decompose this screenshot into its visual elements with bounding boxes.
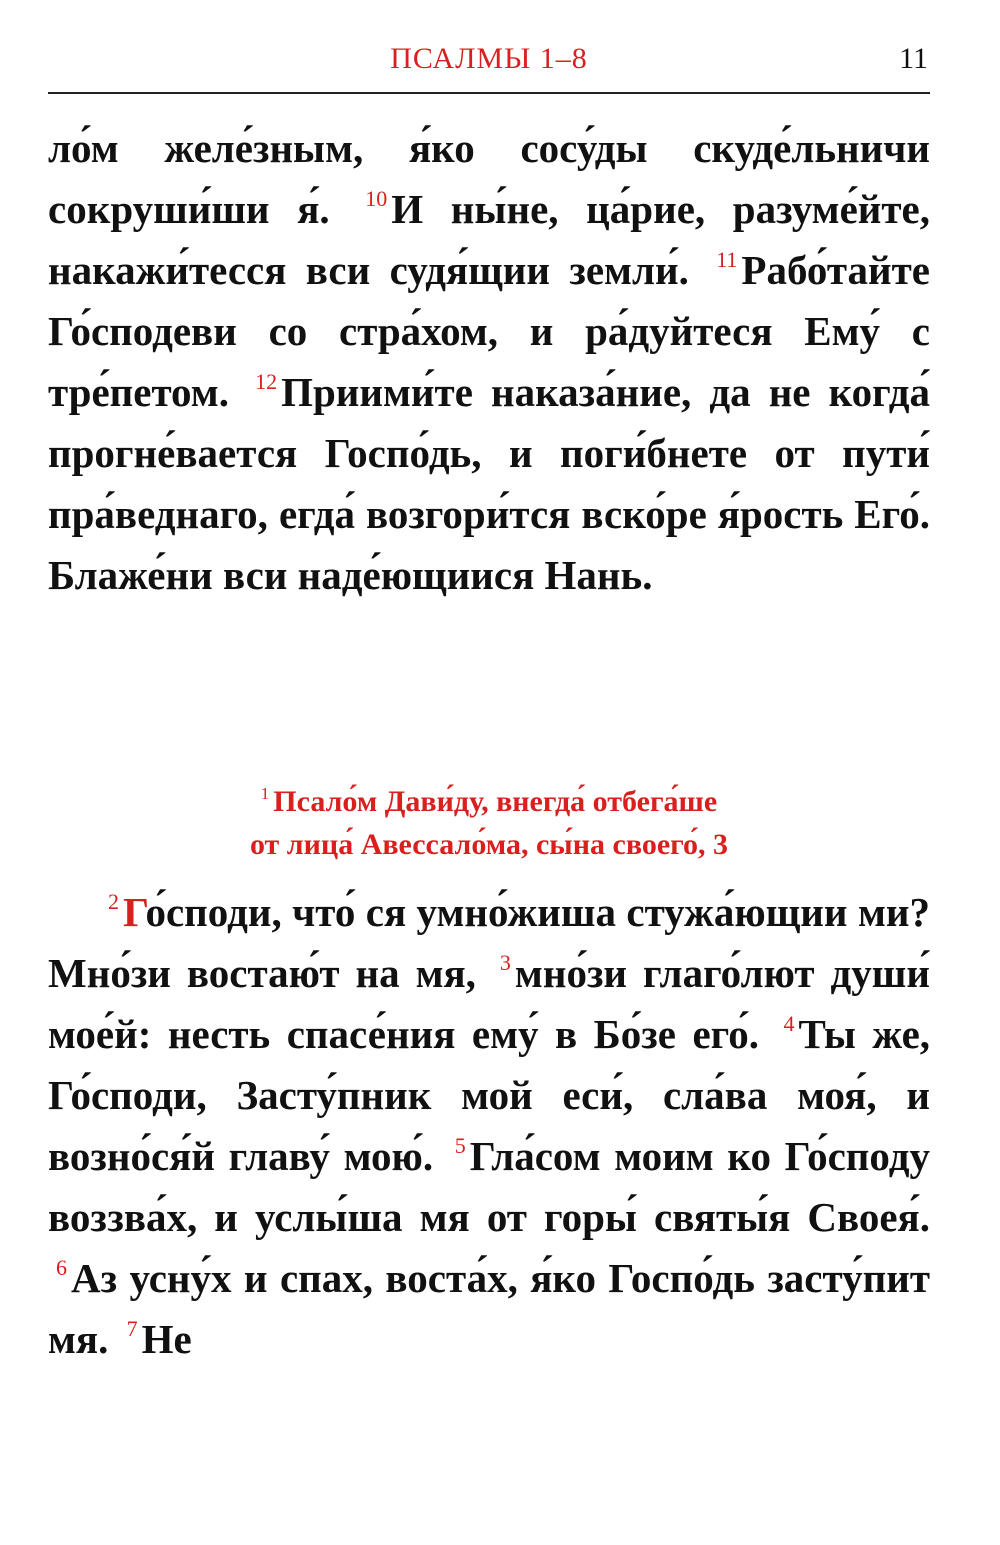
verse-number: 10: [365, 186, 388, 211]
verse-4: Ты же, Го́споди, Засту́пник мой еси́, сла́ва моя́, и возно́ся́й главу́ мою́.: [48, 1011, 931, 1179]
page-number: 11: [899, 42, 928, 75]
psalm-2-continuation: [48, 118, 930, 606]
verse-7-start: Не: [141, 1316, 192, 1362]
running-title: ПСАЛМЫ 1–8: [390, 42, 588, 75]
verse-6: Аз усну́х и спах, воста́х, я́ко Госпо́дь засту́пит мя.: [48, 1255, 930, 1362]
verse-number: 6: [56, 1255, 67, 1280]
heading-verse-number: 1: [260, 784, 270, 803]
drop-capital: Г: [123, 889, 146, 935]
verse-number: 5: [454, 1133, 466, 1158]
verse-3: мно́зи глаго́лют души́ мое́й: несть спасе́ния ему́ в Бо́зе его́.: [48, 950, 930, 1057]
verse-number: 2: [108, 889, 119, 914]
psalm-3-heading: [48, 780, 930, 866]
psalm-3-text: [48, 882, 930, 1370]
verse-number: 4: [783, 1011, 795, 1036]
verse-number: 11: [716, 247, 738, 272]
verse-10: И ны́не, ца́рие, разуме́йте, накажи́тесся вси судя́щии земли́.: [48, 186, 930, 293]
verse-2: о́споди, что́ ся умно́жиша стужа́ющии ми? Мно́зи востаю́т на мя,: [48, 889, 930, 996]
heading-line-2: от лица́ Авессало́ма, сы́на своего́, 3: [249, 828, 729, 861]
verse-9-end: ло́м желе́зным, я́ко сосу́ды скуде́льничи сокруши́ши я́.: [48, 125, 930, 232]
verse-11: Рабо́тайте Го́сподеви со стра́хом, и ра́дуйтеся Ему́ с тре́петом.: [48, 247, 930, 415]
running-head: [48, 42, 930, 82]
verse-number: 7: [126, 1316, 138, 1341]
verse-number: 3: [499, 950, 511, 975]
verse-number: 12: [255, 369, 278, 394]
header-rule: [48, 92, 930, 94]
verse-12: Приими́те наказа́ние, да не когда́ прогне́вается Госпо́дь, и поги́бнете от пути́ пра́веднаго, егда́ возгори́тся вско́ре я́рость Его́. Блаже́ни вси наде́ющиися Нань.: [48, 369, 930, 598]
verse-5: Гла́сом моим ко Го́споду воззва́х, и услы́ша мя от горы́ святы́я Своея́.: [48, 1133, 930, 1240]
heading-line-1: Псало́м Дави́ду, внегда́ отбега́ше: [273, 785, 718, 818]
